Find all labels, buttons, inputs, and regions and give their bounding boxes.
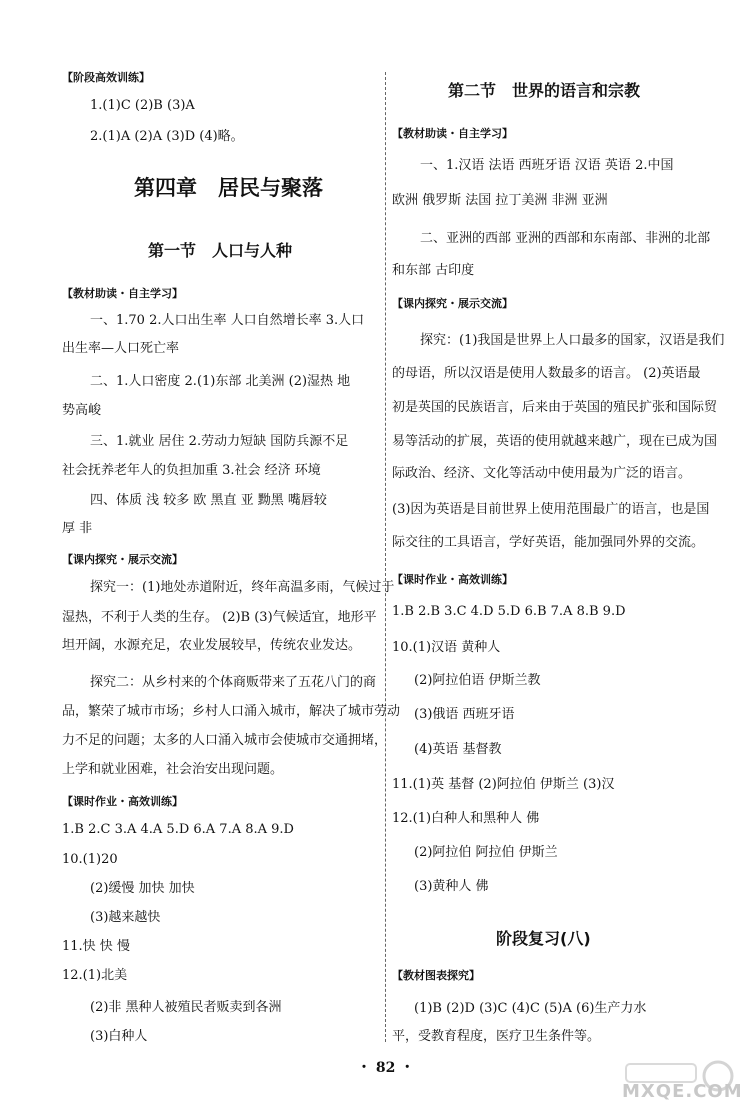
answer-line: 1.(1)C (2)B (3)A (90, 98, 195, 113)
answer-line: 平，受教育程度，医疗卫生条件等。 (392, 1029, 601, 1044)
answer-line: 品，繁荣了城市市场；乡村人口涌入城市，解决了城市劳动 (62, 704, 401, 719)
section-title: 第二节 世界的语言和宗教 (448, 81, 641, 100)
answer-line: 1.B 2.B 3.C 4.D 5.D 6.B 7.A 8.B 9.D (392, 604, 626, 619)
answer-line: (2)非 黑种人被殖民者贩卖到各洲 (90, 1000, 282, 1015)
column-divider (385, 72, 386, 1042)
section-heading: 【课内探究・展示交流】 (392, 297, 513, 310)
watermark-text: MXQE.COM (622, 1081, 743, 1102)
section-heading: 【教材图表探究】 (392, 969, 480, 982)
answer-line: 初是英国的民族语言，后来由于英国的殖民扩张和国际贸 (392, 400, 718, 415)
answer-line: 的母语，所以汉语是使用人数最多的语言。 (2)英语最 (392, 366, 701, 381)
answer-line: (3)因为英语是目前世界上使用范围最广的语言，也是国 (392, 502, 710, 517)
section-heading: 【教材助读・自主学习】 (62, 287, 183, 300)
answer-line: 2.(1)A (2)A (3)D (4)略。 (90, 129, 244, 144)
answer-line: 10.(1)汉语 黄种人 (392, 640, 501, 655)
answer-line: 厚 非 (62, 521, 93, 536)
answer-line: 欧洲 俄罗斯 法国 拉丁美洲 非洲 亚洲 (392, 193, 608, 208)
section-heading: 【教材助读・自主学习】 (392, 127, 513, 140)
answer-line: 探究一：(1)地处赤道附近，终年高温多雨，气候过于 (90, 580, 395, 595)
answer-line: 坦开阔，水源充足，农业发展较早，传统农业发达。 (62, 638, 362, 653)
watermark-logo (616, 1060, 742, 1104)
answer-line: (3)黄种人 佛 (414, 879, 489, 894)
answer-line: 12.(1)北美 (62, 968, 128, 983)
answer-line: 一、1.汉语 法语 西班牙语 汉语 英语 2.中国 (420, 158, 674, 173)
answer-line: 探究二：从乡村来的个体商贩带来了五花八门的商 (90, 675, 377, 690)
answer-line: (2)阿拉伯 阿拉伯 伊斯兰 (414, 845, 558, 860)
answer-line: 探究：(1)我国是世界上人口最多的国家，汉语是我们 (420, 333, 725, 348)
answer-line: 二、亚洲的西部 亚洲的西部和东南部、非洲的北部 (420, 231, 711, 246)
section-title: 第一节 人口与人种 (148, 241, 293, 260)
answer-line: (2)阿拉伯语 伊斯兰教 (414, 673, 541, 688)
answer-line: 社会抚养老年人的负担加重 3.社会 经济 环境 (62, 463, 321, 478)
answer-line: 11.快 快 慢 (62, 939, 130, 954)
answer-line: 出生率—人口死亡率 (62, 341, 180, 356)
section-heading: 【课时作业・高效训练】 (392, 573, 513, 586)
answer-line: (4)英语 基督教 (414, 742, 502, 757)
answer-line: 四、体质 浅 较多 欧 黑直 亚 黝黑 嘴唇较 (90, 493, 327, 508)
answer-line: (2)缓慢 加快 加快 (90, 881, 195, 896)
answer-line: 和东部 古印度 (392, 263, 475, 278)
answer-line: 力不足的问题；太多的人口涌入城市会使城市交通拥堵， (62, 733, 388, 748)
section-heading: 【阶段高效训练】 (62, 71, 150, 84)
answer-line: 三、1.就业 居住 2.劳动力短缺 国防兵源不足 (90, 434, 349, 449)
answer-line: (3)俄语 西班牙语 (414, 707, 515, 722)
chapter-title: 第四章 居民与聚落 (134, 176, 323, 200)
answer-line: 上学和就业困难，社会治安出现问题。 (62, 762, 284, 777)
review-title: 阶段复习(八) (496, 929, 591, 948)
answer-line: 湿热，不利于人类的生存。 (2)B (3)气候适宜，地形平 (62, 610, 377, 625)
page-number: ・ 82 ・ (357, 1060, 415, 1076)
answer-line: (3)越来越快 (90, 910, 161, 925)
section-heading: 【课内探究・展示交流】 (62, 553, 183, 566)
answer-line: 1.B 2.C 3.A 4.A 5.D 6.A 7.A 8.A 9.D (62, 822, 294, 837)
answer-line: 势高峻 (62, 403, 102, 418)
answer-line: 11.(1)英 基督 (2)阿拉伯 伊斯兰 (3)汉 (392, 777, 615, 792)
answer-line: 际政治、经济、文化等活动中使用最为广泛的语言。 (392, 466, 692, 481)
answer-line: 10.(1)20 (62, 852, 118, 867)
answer-line: (1)B (2)D (3)C (4)C (5)A (6)生产力水 (414, 1001, 647, 1016)
answer-line: 二、1.人口密度 2.(1)东部 北美洲 (2)湿热 地 (90, 374, 351, 389)
answer-line: 易等活动的扩展，英语的使用就越来越广，现在已成为国 (392, 434, 718, 449)
answer-line: 12.(1)白种人和黑种人 佛 (392, 811, 540, 826)
answer-line: 际交往的工具语言，学好英语，能加强同外界的交流。 (392, 535, 705, 550)
answer-line: 一、1.70 2.人口出生率 人口自然增长率 3.人口 (90, 313, 365, 328)
answer-line: (3)白种人 (90, 1029, 148, 1044)
section-heading: 【课时作业・高效训练】 (62, 795, 183, 808)
